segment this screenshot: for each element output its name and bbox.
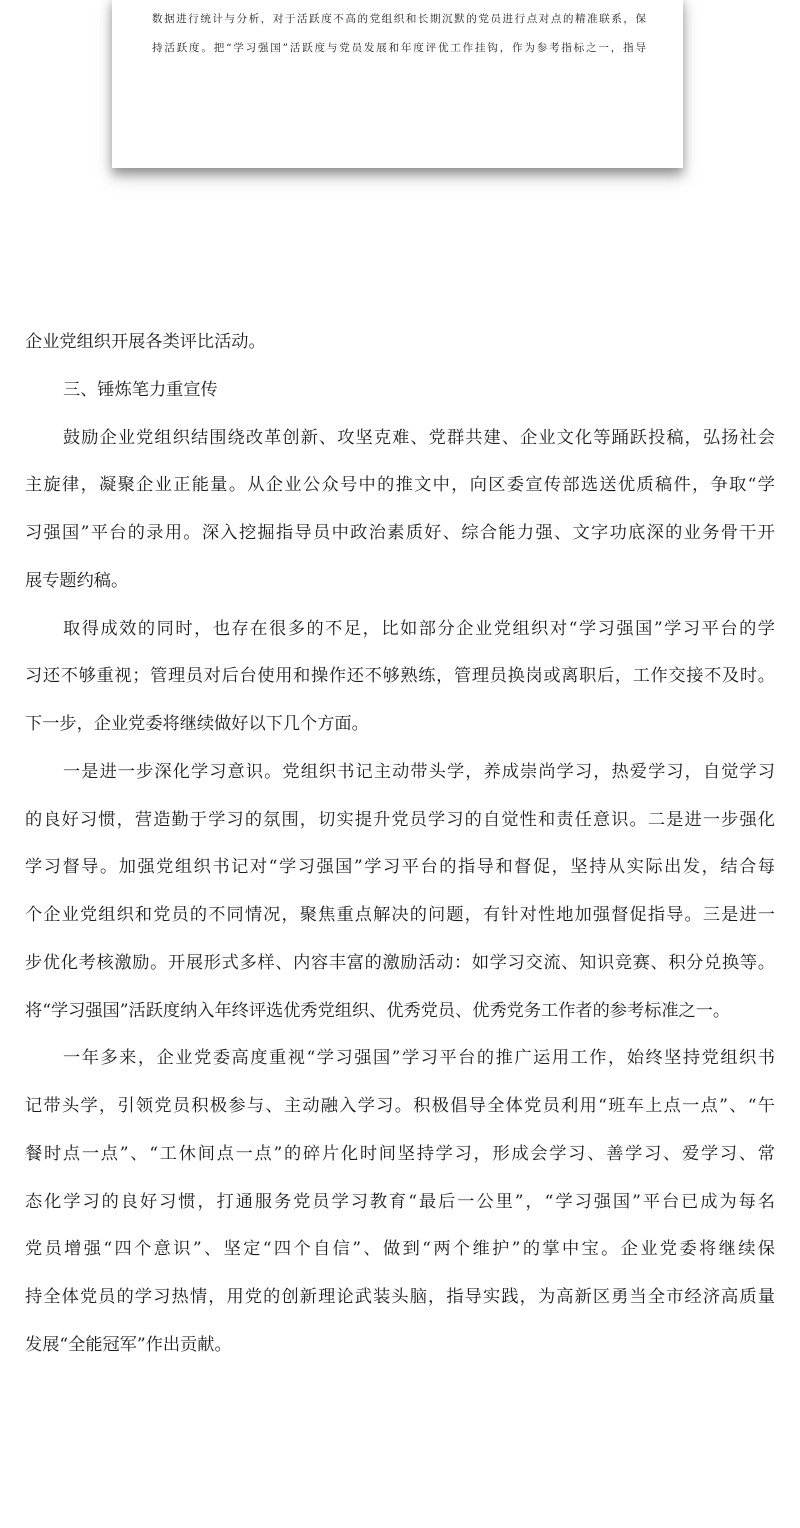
paragraph-line: 下一步，企业党委将继续做好以下几个方面。 — [25, 714, 369, 734]
paragraph-line: 个企业党组织和党员的不同情况，聚焦重点解决的问题，有针对性地加强督促指导。三是进一 — [25, 905, 775, 925]
paragraph-line: 一年多来，企业党委高度重视“学习强国”学习平台的推广运用工作，始终坚持党组织书 — [63, 1048, 775, 1069]
section-heading: 三、锤炼笔力重宣传 — [63, 379, 218, 400]
paragraph-line: 餐时点一点”、“工休间点一点”的碎片化时间坚持学习，形成会学习、善学习、爱学习、常 — [25, 1143, 775, 1164]
paragraph-line: 一是进一步深化学习意识。党组织书记主动带头学，养成崇尚学习，热爱学习，自觉学习 — [63, 761, 775, 782]
paragraph-line: 党员增强“四个意识”、坚定“四个自信”、做到“两个维护”的掌中宝。企业党委将继续保 — [25, 1239, 775, 1260]
paragraph-line: 的良好习惯，营造勤于学习的氛围，切实提升党员学习的自觉性和责任意识。二是进一步强化 — [25, 809, 775, 830]
paragraph-line: 将“学习强国”活跃度纳入年终评选优秀党组织、优秀党员、优秀党务工作者的参考标准之一。 — [25, 1000, 731, 1021]
document-page-preview — [112, 0, 683, 168]
paragraph-line: 习还不够重视；管理员对后台使用和操作还不够熟练，管理员换岗或离职后，工作交接不及时。 — [25, 666, 775, 687]
paragraph-line: 态化学习的良好习惯，打通服务党员学习教育“最后一公里”，“学习强国”平台已成为每名 — [25, 1191, 775, 1212]
paragraph-line: 发展“全能冠军”作出贡献。 — [25, 1334, 232, 1355]
document-body — [25, 328, 775, 1379]
paragraph-line: 企业党组织开展各类评比活动。 — [25, 332, 266, 352]
paragraph-line: 习强国”平台的录用。深入挖掘指导员中政治素质好、综合能力强、文字功底深的业务骨干开 — [25, 523, 775, 543]
paragraph-line: 学习督导。加强党组织书记对“学习强国”学习平台的指导和督促，坚持从实际出发，结合每 — [25, 857, 775, 878]
paragraph-line: 主旋律，凝聚企业正能量。从企业公众号中的推文中，向区委宣传部选送优质稿件，争取“学 — [25, 475, 775, 496]
paragraph-line: 步优化考核激励。开展形式多样、内容丰富的激励活动：如学习交流、知识竞赛、积分兑换等。 — [25, 952, 775, 973]
paragraph-line: 展专题约稿。 — [25, 570, 129, 591]
paragraph-line: 持全体党员的学习热情，用党的创新理论武装头脑，指导实践，为高新区勇当全市经济高质量 — [25, 1287, 775, 1307]
card-text-line: 数据进行统计与分析，对于活跃度不高的党组织和长期沉默的党员进行点对点的精准联系，保 — [152, 13, 646, 25]
paragraph-line: 取得成效的同时，也存在很多的不足，比如部分企业党组织对“学习强国”学习平台的学 — [63, 618, 775, 639]
card-text-line: 持活跃度。把“学习强国”活跃度与党员发展和年度评优工作挂钩，作为参考指标之一，指导 — [152, 42, 646, 54]
paragraph-line: 记带头学，引领党员积极参与、主动融入学习。积极倡导全体党员利用“班车上点一点”、“午 — [25, 1096, 775, 1116]
paragraph-line: 鼓励企业党组织结围绕改革创新、攻坚克难、党群共建、企业文化等踊跃投稿，弘扬社会 — [63, 427, 775, 448]
